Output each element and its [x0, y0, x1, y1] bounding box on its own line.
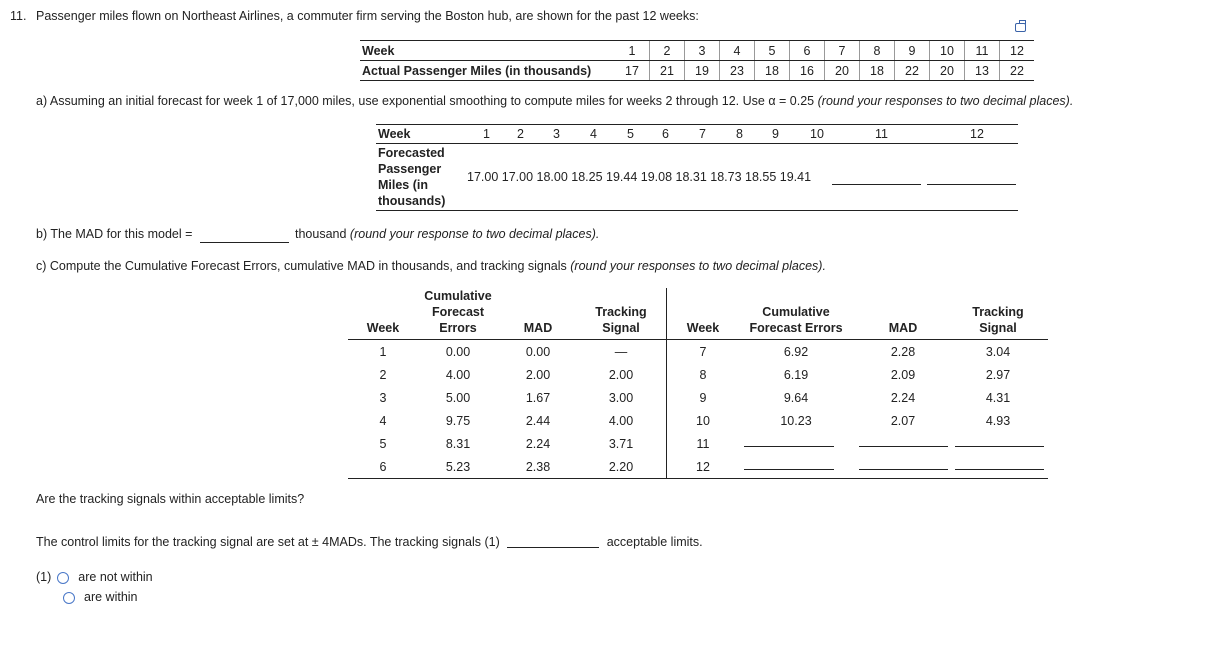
table-row-ts: 3.71	[608, 437, 634, 451]
table-divider	[666, 288, 667, 478]
header-ts: Signal	[979, 321, 1017, 335]
week-cell: 7	[825, 41, 860, 61]
tracking-signal-table	[348, 288, 1048, 480]
table-row-cfe: 5.23	[445, 460, 471, 474]
week-cell: 10	[930, 41, 965, 61]
header-cfe: Cumulative	[424, 289, 492, 303]
forecast-week-11-input[interactable]	[832, 184, 921, 185]
input-cfe-week-12[interactable]	[744, 469, 834, 470]
week-cell: 9	[895, 41, 930, 61]
miles-cell: 22	[1000, 61, 1035, 81]
table-row-week: 4	[379, 414, 387, 428]
table-row-cfe: 4.00	[445, 368, 471, 382]
header-rule	[348, 339, 1048, 340]
header-cfe: Forecast Errors	[749, 321, 843, 335]
header-ts: Signal	[602, 321, 640, 335]
forecast-week-header	[376, 124, 1018, 144]
header-week: Week	[686, 321, 720, 335]
forecast-values: 17.00 17.00 18.00 18.25 19.44 19.08 18.31 18.73 18.55 19.41	[467, 170, 812, 184]
table-row-week: 6	[379, 460, 387, 474]
radio-icon[interactable]	[63, 592, 75, 604]
forecast-week-cell: 5	[627, 127, 634, 141]
forecast-week-cell: 8	[736, 127, 743, 141]
table-row-mad: 2.07	[890, 414, 916, 428]
week-cell: 1	[615, 41, 650, 61]
table-row-cfe: 8.31	[445, 437, 471, 451]
table-row-mad: 2.00	[525, 368, 551, 382]
week-cell: 8	[860, 41, 895, 61]
table-row-cfe: 9.75	[445, 414, 471, 428]
copy-icon[interactable]	[1015, 23, 1026, 32]
question-2-text: Are the tracking signals within acceptable limits?	[36, 492, 305, 506]
forecast-week-cell: 12	[970, 127, 984, 141]
table-row-week: 1	[379, 345, 387, 359]
passenger-miles-table	[360, 40, 1034, 81]
forecast-week-cell: 9	[772, 127, 779, 141]
week-header: Week	[360, 41, 615, 61]
table-row-mad: 1.67	[525, 391, 551, 405]
forecast-week-cell: 2	[517, 127, 524, 141]
input-mad-week-11[interactable]	[859, 446, 948, 447]
table-row-mad: 2.44	[525, 414, 551, 428]
question-number: 11.	[10, 9, 27, 23]
table-row-mad: 2.24	[890, 391, 916, 405]
week-cell: 2	[650, 41, 685, 61]
table-row-week: 9	[699, 391, 707, 405]
table-row-mad: 2.38	[525, 460, 551, 474]
week-cell: 12	[1000, 41, 1035, 61]
input-ts-week-11[interactable]	[955, 446, 1044, 447]
miles-cell: 21	[650, 61, 685, 81]
header-cfe: Errors	[439, 321, 477, 335]
table-row-week: 3	[379, 391, 387, 405]
forecast-table-bottom	[376, 210, 1018, 211]
option-are-not-within[interactable]: (1) are not within	[36, 570, 153, 584]
part-b-text: b) The MAD for this model =	[36, 227, 193, 241]
forecast-week-cell: 3	[553, 127, 560, 141]
table-row-week: 12	[696, 460, 710, 474]
table-row-cfe: 9.64	[783, 391, 809, 405]
miles-cell: 13	[965, 61, 1000, 81]
table-row-mad: 2.09	[890, 368, 916, 382]
week-cell: 5	[755, 41, 790, 61]
table-row-ts: —	[614, 345, 628, 359]
answer-1-blank[interactable]	[507, 547, 599, 548]
table-row-week: 8	[699, 368, 707, 382]
option-are-within[interactable]: are within	[63, 590, 138, 604]
table-row-ts: 2.00	[608, 368, 634, 382]
table-row-cfe: 6.19	[783, 368, 809, 382]
table-row-ts: 4.93	[985, 414, 1011, 428]
input-cfe-week-11[interactable]	[744, 446, 834, 447]
forecast-week-cell: 6	[662, 127, 669, 141]
miles-cell: 18	[755, 61, 790, 81]
options-label: (1)	[36, 570, 52, 584]
header-ts: Tracking	[595, 305, 647, 319]
table-row-cfe: 0.00	[445, 345, 471, 359]
header-week: Week	[366, 321, 400, 335]
input-mad-week-12[interactable]	[859, 469, 948, 470]
radio-icon[interactable]	[57, 572, 69, 584]
header-cfe: Forecast	[431, 305, 485, 319]
table-row-week: 10	[696, 414, 710, 428]
part-a-text: a) Assuming an initial forecast for week 1 of 17,000 miles, use exponential smoothing to compute miles for weeks 2 through 12. Use α = 0.25 (round your responses to two decimal places).	[36, 94, 1074, 108]
input-ts-week-12[interactable]	[955, 469, 1044, 470]
miles-cell: 20	[825, 61, 860, 81]
header-mad: MAD	[523, 321, 553, 335]
question-text: Passenger miles flown on Northeast Airlines, a commuter firm serving the Boston hub, are shown for the past 12 weeks:	[36, 9, 699, 23]
week-cell: 3	[685, 41, 720, 61]
forecast-week-cell: 11	[875, 127, 888, 141]
miles-cell: 19	[685, 61, 720, 81]
part-b-unit: thousand (round your response to two decimal places).	[295, 227, 600, 241]
table-row-mad: 0.00	[525, 345, 551, 359]
table-row-ts: 2.97	[985, 368, 1011, 382]
table-row-cfe: 5.00	[445, 391, 471, 405]
week-cell: 11	[965, 41, 1000, 61]
header-mad: MAD	[888, 321, 918, 335]
table-bottom-rule	[348, 478, 1048, 479]
forecast-week-cell: 4	[590, 127, 597, 141]
table-row-week: 5	[379, 437, 387, 451]
miles-header: Actual Passenger Miles (in thousands)	[360, 61, 615, 81]
forecast-week-cell: 1	[483, 127, 490, 141]
table-row-cfe: 10.23	[780, 414, 812, 428]
table-row-week: 2	[379, 368, 387, 382]
table-row-mad: 2.28	[890, 345, 916, 359]
forecast-row-label: Forecasted Passenger Miles (in thousands)	[378, 146, 446, 208]
table-row-ts: 4.00	[608, 414, 634, 428]
week-cell: 6	[790, 41, 825, 61]
mad-input[interactable]	[200, 242, 289, 243]
forecast-week-label: Week	[378, 127, 411, 141]
table-row-week: 7	[699, 345, 707, 359]
miles-cell: 22	[895, 61, 930, 81]
table-row-cfe: 6.92	[783, 345, 809, 359]
miles-cell: 17	[615, 61, 650, 81]
table-row-ts: 4.31	[985, 391, 1011, 405]
table-row-week: 11	[696, 437, 710, 451]
table-row-mad: 2.24	[525, 437, 551, 451]
question-3-text: The control limits for the tracking signal are set at ± 4MADs. The tracking signals (1) acceptable limits.	[36, 535, 703, 549]
part-c-text: c) Compute the Cumulative Forecast Errors, cumulative MAD in thousands, and tracking signals (round your responses to two decimal places).	[36, 259, 826, 273]
week-cell: 4	[720, 41, 755, 61]
miles-cell: 23	[720, 61, 755, 81]
table-row-ts: 3.04	[985, 345, 1011, 359]
header-ts: Tracking	[972, 305, 1024, 319]
table-row-ts: 3.00	[608, 391, 634, 405]
table-row-ts: 2.20	[608, 460, 634, 474]
forecast-week-12-input[interactable]	[927, 184, 1016, 185]
forecast-week-cell: 7	[699, 127, 706, 141]
forecast-week-cell: 10	[810, 127, 824, 141]
miles-cell: 16	[790, 61, 825, 81]
miles-cell: 20	[930, 61, 965, 81]
miles-cell: 18	[860, 61, 895, 81]
header-cfe: Cumulative	[762, 305, 830, 319]
